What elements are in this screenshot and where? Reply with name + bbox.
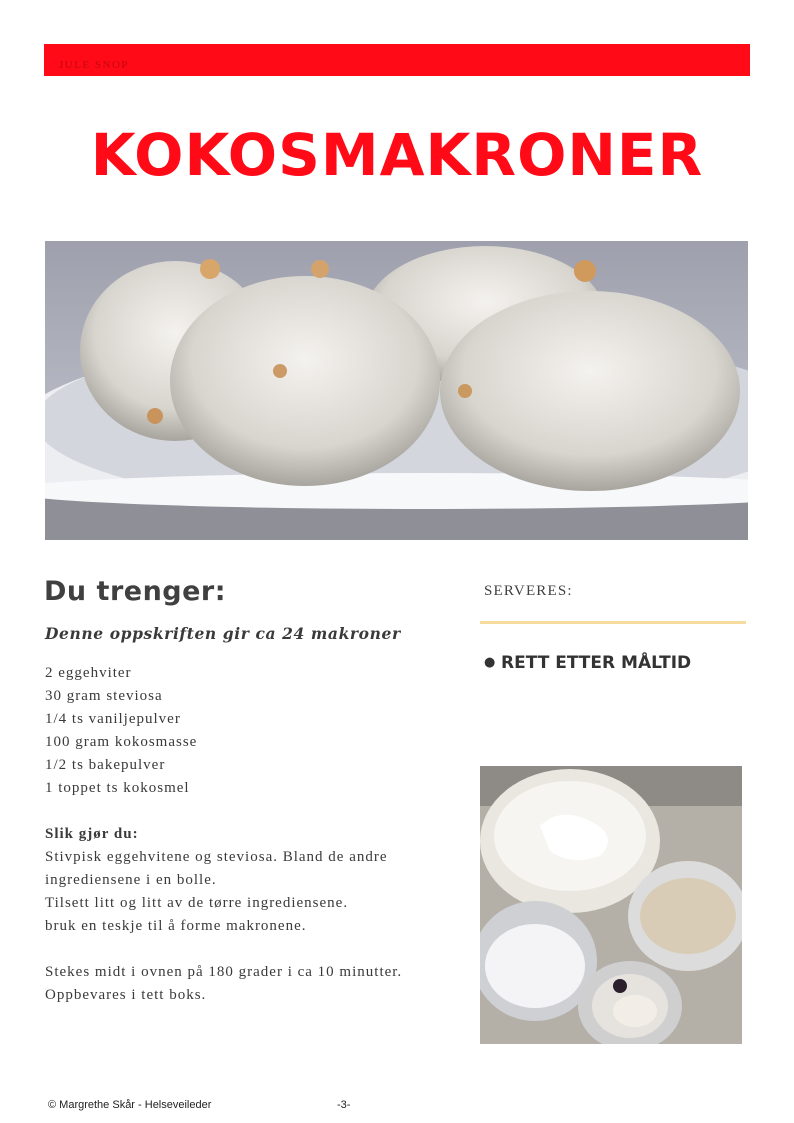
coconut-macaroons-photo bbox=[45, 241, 748, 540]
spacer bbox=[45, 938, 445, 961]
baking-line: Stekes midt i ovnen på 180 grader i ca 10 minutter. bbox=[45, 964, 403, 980]
serving-label: SERVERES: bbox=[484, 583, 573, 599]
banner-label: JULE SNOP bbox=[59, 59, 130, 71]
method-heading: Slik gjør du: bbox=[45, 826, 139, 842]
method-line: ingrediensene i en bolle. bbox=[45, 872, 217, 888]
method-line: Tilsett litt og litt av de tørre ingrediensene. bbox=[45, 895, 349, 911]
method-line: bruk en teskje til å forme makronene. bbox=[45, 918, 307, 934]
divider bbox=[480, 621, 746, 624]
ingredients-heading: Du trenger: bbox=[44, 576, 227, 607]
serving-item-label: RETT ETTER MÅLTID bbox=[501, 653, 692, 673]
list-item: 1 toppet ts kokosmel bbox=[45, 780, 190, 796]
method-text bbox=[45, 846, 445, 1007]
list-item: 30 gram steviosa bbox=[45, 688, 163, 704]
serving-list bbox=[484, 652, 691, 674]
ingredient-bowls-photo bbox=[480, 766, 742, 1044]
baking-line: Oppbevares i tett boks. bbox=[45, 987, 207, 1003]
header-banner bbox=[44, 44, 750, 76]
list-item: 100 gram kokosmasse bbox=[45, 734, 198, 750]
list-item: 2 eggehviter bbox=[45, 665, 132, 681]
yield-subtitle: Denne oppskriften gir ca 24 makroner bbox=[45, 624, 401, 643]
list-item: 1/2 ts bakepulver bbox=[45, 757, 166, 773]
bullet-icon: ● bbox=[484, 655, 496, 670]
ingredient-list bbox=[45, 662, 197, 800]
list-item: 1/4 ts vaniljepulver bbox=[45, 711, 181, 727]
page-title: KOKOSMAKRONER bbox=[90, 121, 704, 189]
list-item bbox=[484, 652, 691, 674]
page-number: -3- bbox=[337, 1099, 351, 1111]
copyright-footer: © Margrethe Skår - Helseveileder bbox=[48, 1099, 212, 1111]
method-line: Stivpisk eggehvitene og steviosa. Bland de andre bbox=[45, 849, 388, 865]
